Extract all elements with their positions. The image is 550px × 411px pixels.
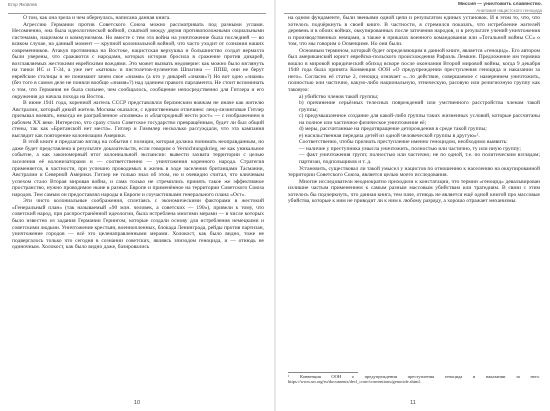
page-number: 11 bbox=[410, 400, 416, 406]
list-item: — факт уничтожения групп; полностью или частично; не по одной, т.е. по политическим взглядам; партизан, подпольщиков и т. д. bbox=[299, 152, 540, 166]
list-item: b) причинение серьёзных телесных повреждений или умственного расстройства членам такой группы; bbox=[299, 100, 540, 113]
list-item: d) меры, рассчитанные на предотвращение деторождения в среде такой группы; bbox=[299, 126, 487, 133]
paragraph: Многие исследователи неоднократно приходили к констатации, что термин «геноцид» девальвирован излишне частым применением к самым разным массовым убийствам или трагедиям. В связи с этим хотелось бы подчеркнуть, что данная книга, тем паче, отнюдь не является ещё одной книгой про массовые убийства, которые к ним не приводит ли к ним к любому разряду, а хорошо отражает механизмы. bbox=[288, 178, 540, 205]
paragraph: Эти чисто колониальные соображения, сплетаясь с экономическими факторами в жестокий «Генеральный план» (так называемый «90 млн. человек, а советских — 190»), привели к тому, что советский народ, при распространённой идеологии, была истреблена многими мерами — в числе которых было известно из задания Германии Герингом, которые создали основу для истребления немецкими и советскими людьми. Уничтожение крестьян, военнопленных, блокада Ленинграда, рейды против партизан, уничтожение городов — всё это целенаправленными мерами. Холокост, как было видно, тоже не подвергалось только что сегодня в сознании советских, являясь эпизодом геноцида, и — отнюдь не одиночным. Холокост, как было видно даже, базировались bbox=[12, 198, 264, 251]
paragraph: Соответственно, чтобы признать преступление именно геноцидом, необходимо выявить: bbox=[299, 139, 508, 146]
list-item: — наличие у преступника умысла уничтожить, полностью или частично, ту или иную группу; bbox=[299, 145, 521, 152]
paragraph: Агрессию Германии против Советского Союза можно рассматривать под разными углами. Несомненно, она была идеологической войной, схваткой между двумя противоположными социальными системами, нацизмом и коммунизмом. Но вместе с тем эта война на уничтожение была последней — во всяком случае, на данный момент — крупной колониальной войной, что часто уходит от сознания наших современников. Атакуя противника на Востоке, нацистская верхушка и большинство солдат вермахта были уверены, что сражаются с народами, которых история бросила в сражение против дикарей, возглавляемых жестокими еврейскими вождями. Это может вызвать недоверие: как можно было взглянуть на танки ИС и Т-34, а уже нет «катюш» и пистолетов-пулеметов Шпагина — ППШ, они не берут еврейские столицы и не понимают зачем свое «знамя» (а кто у дикарей «знамя»?) Но вот одно «знамя» (без того в самом деле не поняли вообще «знамя»?) над зданием правого парламента. Не стоит вспоминать о том, что Германия не была сильнее, чем сообщалось, сообщение непосредственно для Гитлера и его окружения до начала похода на Восток. bbox=[12, 21, 264, 100]
paragraph: В этой книге я предлагаю взгляд на события с позиции, которая должна понимать неоправданным, но даже будет представлена в результате доказательств, если говорим о Vernichtungskrieg, не как уникальное событие, а как закономерный итог колониальной экспансии: вывести захвата территории с целью заселения её колонизаторами и — соответственно — уничтожения коренного народа. Стратегия применяется, в частности, при успешно проводимых в жизнь в ходе заселения британцами Тасмании, Австралии и Северной Америки. Гитлер не только знал об этом, но и очевидно считал, что ключевым успехом стало Вторая мировая война, и сама только не стремились принять такое же эффективное пространство, нужно проводимое ныне в разных Европе и применённое на территории Советского Союза народов. Тем самым он предоставлял народы в Европе и соучастниками генерального плана «Ост». bbox=[12, 139, 264, 198]
running-header-author: Егор Яковлев bbox=[8, 2, 37, 7]
page-number: 10 bbox=[133, 400, 141, 406]
footnote-rule bbox=[288, 372, 358, 373]
footnote-text: ¹ Конвенция ООН о предупреждении преступления геноцида и наказании за него. https://www.un.org/ru/documents/decl_conv/conventions/genocide.shtml. bbox=[288, 374, 540, 385]
paragraph: Установить, существовал ли такой умысел у нацистов по отношению к населению на оккупированной территории Советского Союза, является целью моего исследования. bbox=[288, 165, 540, 179]
paragraph: О том, как она зрела и чем обернулась, написана данная книга. bbox=[23, 15, 171, 21]
list-item: e) насильственная передача детей из одной человеческой группы в другую»¹. bbox=[299, 132, 480, 139]
right-page-body bbox=[288, 15, 540, 205]
paragraph: на одном фундаменте, были звеньями одной цепи и результатом единых установок. И в этом то, что, что хотелось подчёркнуть в своей книге. В частности, я стремился показать, что истребление жителей деревень и в обоих войнах, оккупированных после заточения народов, и в результате учений уничтожения и производственных немцами, а также в приказах военного командования или «Тотальной войны СС» о том, что мы говорим о Освенциме. Но они были. bbox=[288, 15, 540, 48]
right-page bbox=[276, 0, 550, 411]
running-header-title bbox=[458, 2, 542, 13]
paragraph: В июне 1941 года, коренной житель СССР представлялся берлинским вояжам не иначе как жителю Австралии, который дикий житель Москвы оказался, с единственным отличием: ленд-лизинговые Гитлер призывал воевать, никогда не разграбленное «полвека» и «благородный нести рост» — с изображением в рабочем ХХ веке. Интересно, что сразу стало Советское государство превращённым, будет ли был общий стены, так как «Британской нет места». Гитлер и Гиммлер несколько рассуждали, что эта кампания выглядит как повторение колонизации Америки. bbox=[12, 100, 264, 139]
header-book-subtitle: Анатомия нацистского геноцида bbox=[476, 7, 542, 13]
header-rule bbox=[284, 13, 542, 14]
footnote bbox=[288, 372, 540, 385]
header-book-title: Миссия — уничтожить славянство. bbox=[457, 2, 542, 7]
left-page bbox=[0, 0, 274, 411]
left-page-body bbox=[12, 15, 264, 251]
list-item: c) предумышленное создание для какой-либо группы таких жизненных условий, которые рассчитаны на полное или частичное физическое уничтожение её; bbox=[299, 113, 540, 126]
list-item: а) убийство членов такой группы; bbox=[299, 93, 379, 100]
header-rule bbox=[8, 13, 266, 14]
paragraph: Основным термином, который будет определяющим в данной книге, является «геноцид». Его автором был американский юрист еврейско-польского происхождения Рафаэль Лемкин. Предложение им термина вошло в мировой юридический обиход вскоре после окончания Второй мировой войны, когда 9 декабря 1948 года была принята Конвенция ООН «О предупреждении преступления геноцида и наказании за него». Согласно её статье 2, геноцид означает «...то действие, совершаемое с намерением уничтожить, полностью или частично, какую-либо национальную, этническую, расовую или религиозную группу как таковую: bbox=[288, 47, 540, 94]
